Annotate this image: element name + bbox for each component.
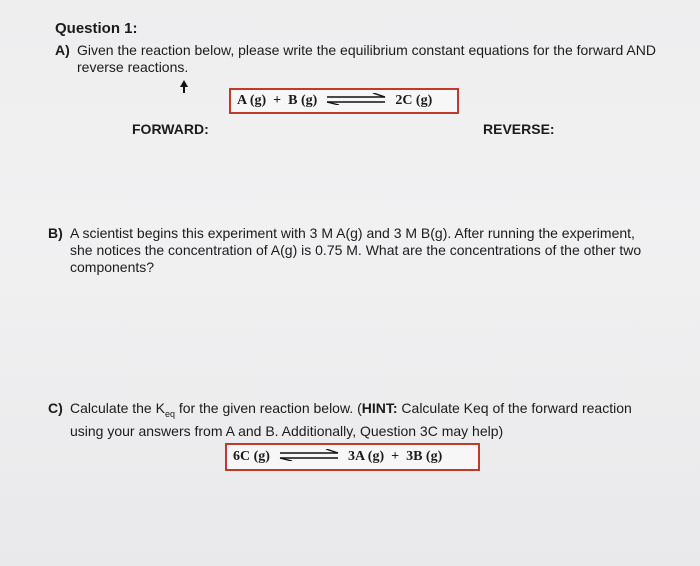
part-c-line1-mid: for the given reaction below. (: [174, 400, 362, 416]
reaction-a-reactants: A (g) + B (g): [237, 93, 318, 108]
part-b-line3: components?: [70, 259, 155, 275]
part-c-hint: HINT:: [361, 400, 398, 416]
equilibrium-arrow-icon-c: [278, 449, 340, 466]
question-title: Question 1:: [55, 20, 138, 37]
part-c-line2: using your answers from A and B. Additionally, Question 3C may help): [70, 422, 504, 439]
part-a-line2: reverse reactions.: [77, 59, 189, 75]
reaction-a-box: [229, 88, 459, 114]
part-c-line1-post: Calculate Keq of the forward reaction: [397, 400, 632, 416]
part-b-label: B): [48, 225, 63, 241]
part-c-keq-subscript: eq: [164, 408, 175, 419]
part-c-label: C): [48, 400, 63, 416]
reaction-c-reactants: 6C (g): [233, 449, 270, 464]
part-b-text: [48, 225, 641, 276]
reaction-a-products: 2C (g): [395, 93, 433, 108]
reaction-c-products: 3A (g) + 3B (g): [347, 449, 443, 464]
part-c-line1-pre: Calculate the K: [70, 400, 165, 416]
part-a-text: [55, 42, 656, 76]
equilibrium-arrow-icon: [325, 93, 387, 110]
mouse-cursor-icon: [179, 80, 189, 99]
part-b-line1: A scientist begins this experiment with 3 M A(g) and 3 M B(g). After running the experiment,: [70, 225, 635, 241]
reverse-label: REVERSE:: [483, 121, 555, 137]
part-b-line2: she notices the concentration of A(g) is 0.75 M. What are the concentrations of the other two: [70, 242, 642, 258]
part-a-line1: Given the reaction below, please write the equilibrium constant equations for the forward AND: [77, 42, 656, 58]
reaction-c-box: [225, 443, 480, 471]
forward-label: FORWARD:: [132, 121, 209, 137]
part-a-label: A): [55, 42, 70, 58]
part-c-text: [48, 400, 632, 440]
